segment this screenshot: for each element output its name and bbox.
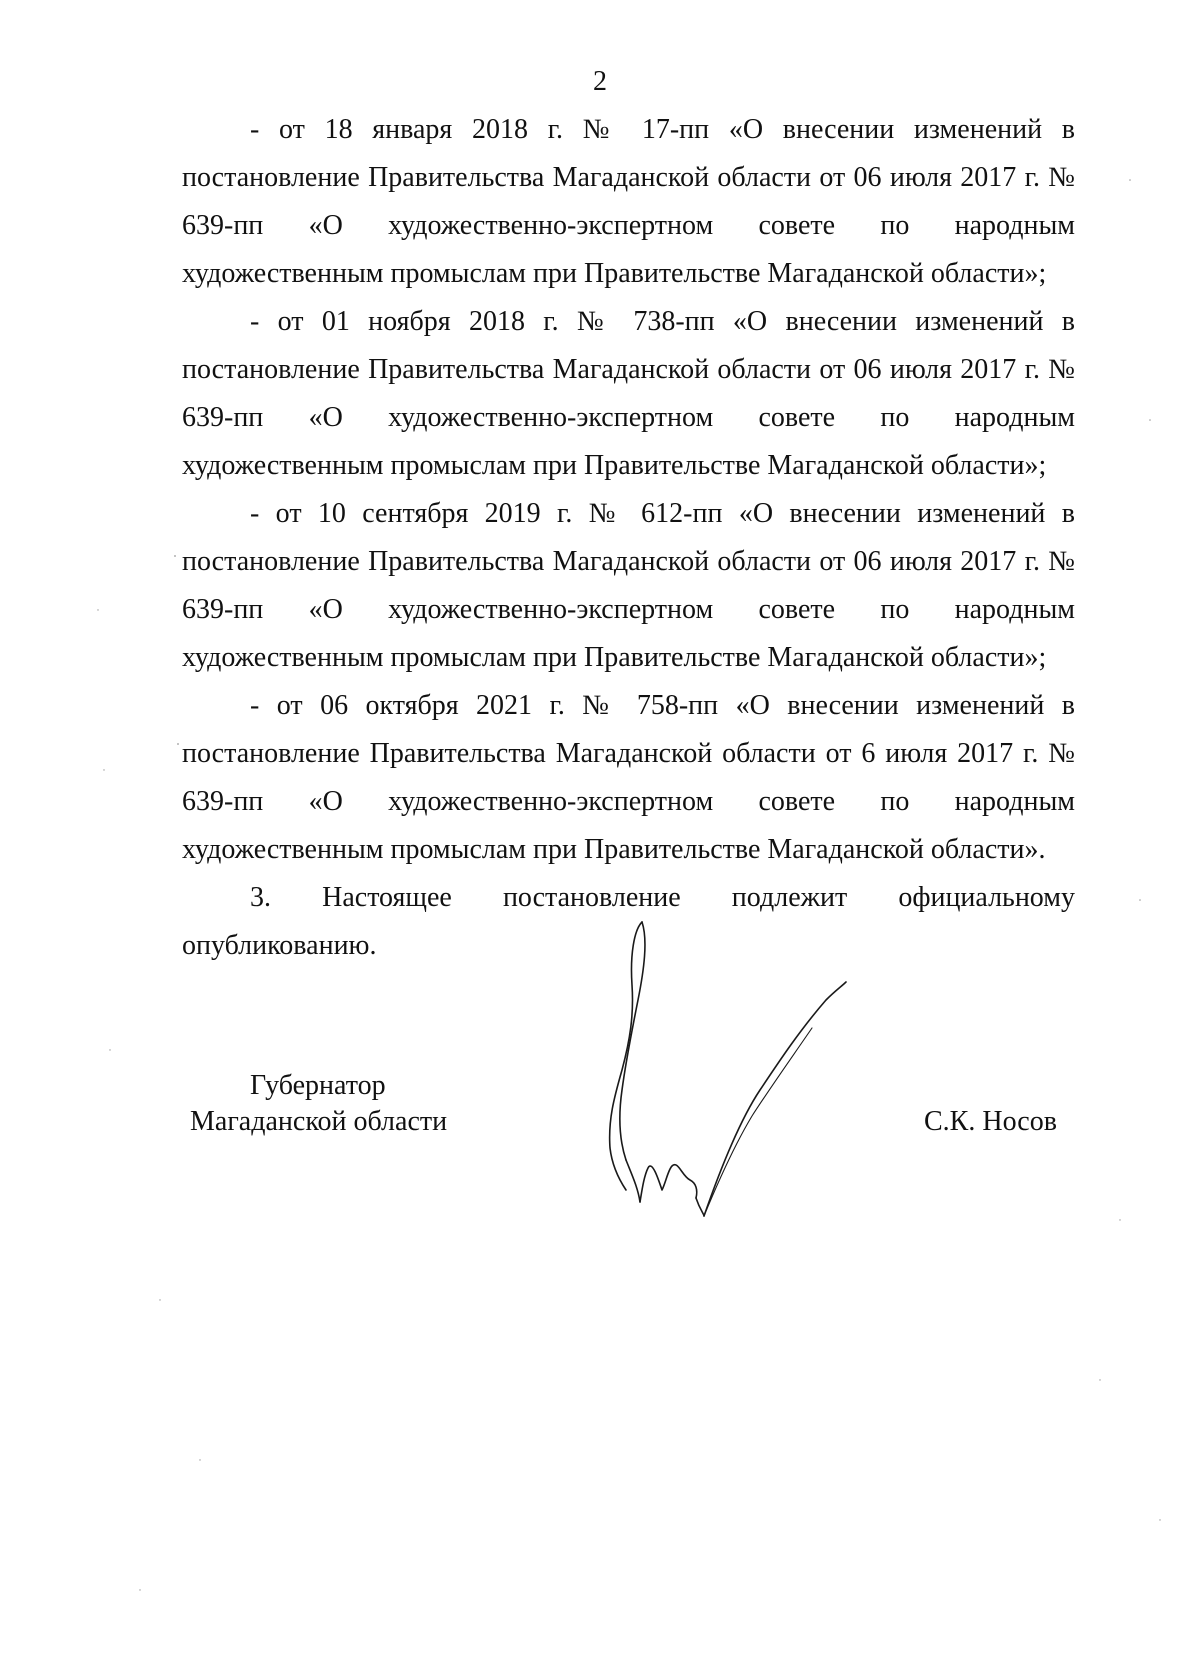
amendment-item [182,106,1075,298]
amendment-item [182,682,1075,874]
clause-3 [182,874,1075,970]
amendment-text: - от 06 октября 2021 г. № 758-пп «О внесении изменений в постановление Правительства Магаданской области от 6 июля 2017 г. № 639-пп «О художественно-экспертном совете по народным художественным промыслам при Правительстве Магаданской области». [182,690,1075,865]
amendment-text: - от 01 ноября 2018 г. № 738-пп «О внесении изменений в постановление Правительства Магаданской области от 06 июля 2017 г. № 639-пп «О художественно-экспертном совете по народным художественным промыслам при Правительстве Магаданской области»; [182,306,1075,481]
amendment-item [182,298,1075,490]
document-body [182,106,1075,970]
signatory-position-region: Магаданской области [190,1106,448,1137]
signatory-name: С.К. Носов [924,1106,1057,1137]
amendment-item [182,490,1075,682]
clause-text: 3. Настоящее постановление подлежит официальному опубликованию. [182,882,1075,961]
amendment-text: - от 10 сентября 2019 г. № 612-пп «О внесении изменений в постановление Правительства Магаданской области от 06 июля 2017 г. № 639-пп «О художественно-экспертном совете по народным художественным промыслам при Правительстве Магаданской области»; [182,498,1075,673]
page-number: 2 [593,66,607,97]
amendment-text: - от 18 января 2018 г. № 17-пп «О внесении изменений в постановление Правительства Магаданской области от 06 июля 2017 г. № 639-пп «О художественно-экспертном совете по народным художественным промыслам при Правительстве Магаданской области»; [182,114,1075,289]
signatory-position-title: Губернатор [250,1070,386,1101]
